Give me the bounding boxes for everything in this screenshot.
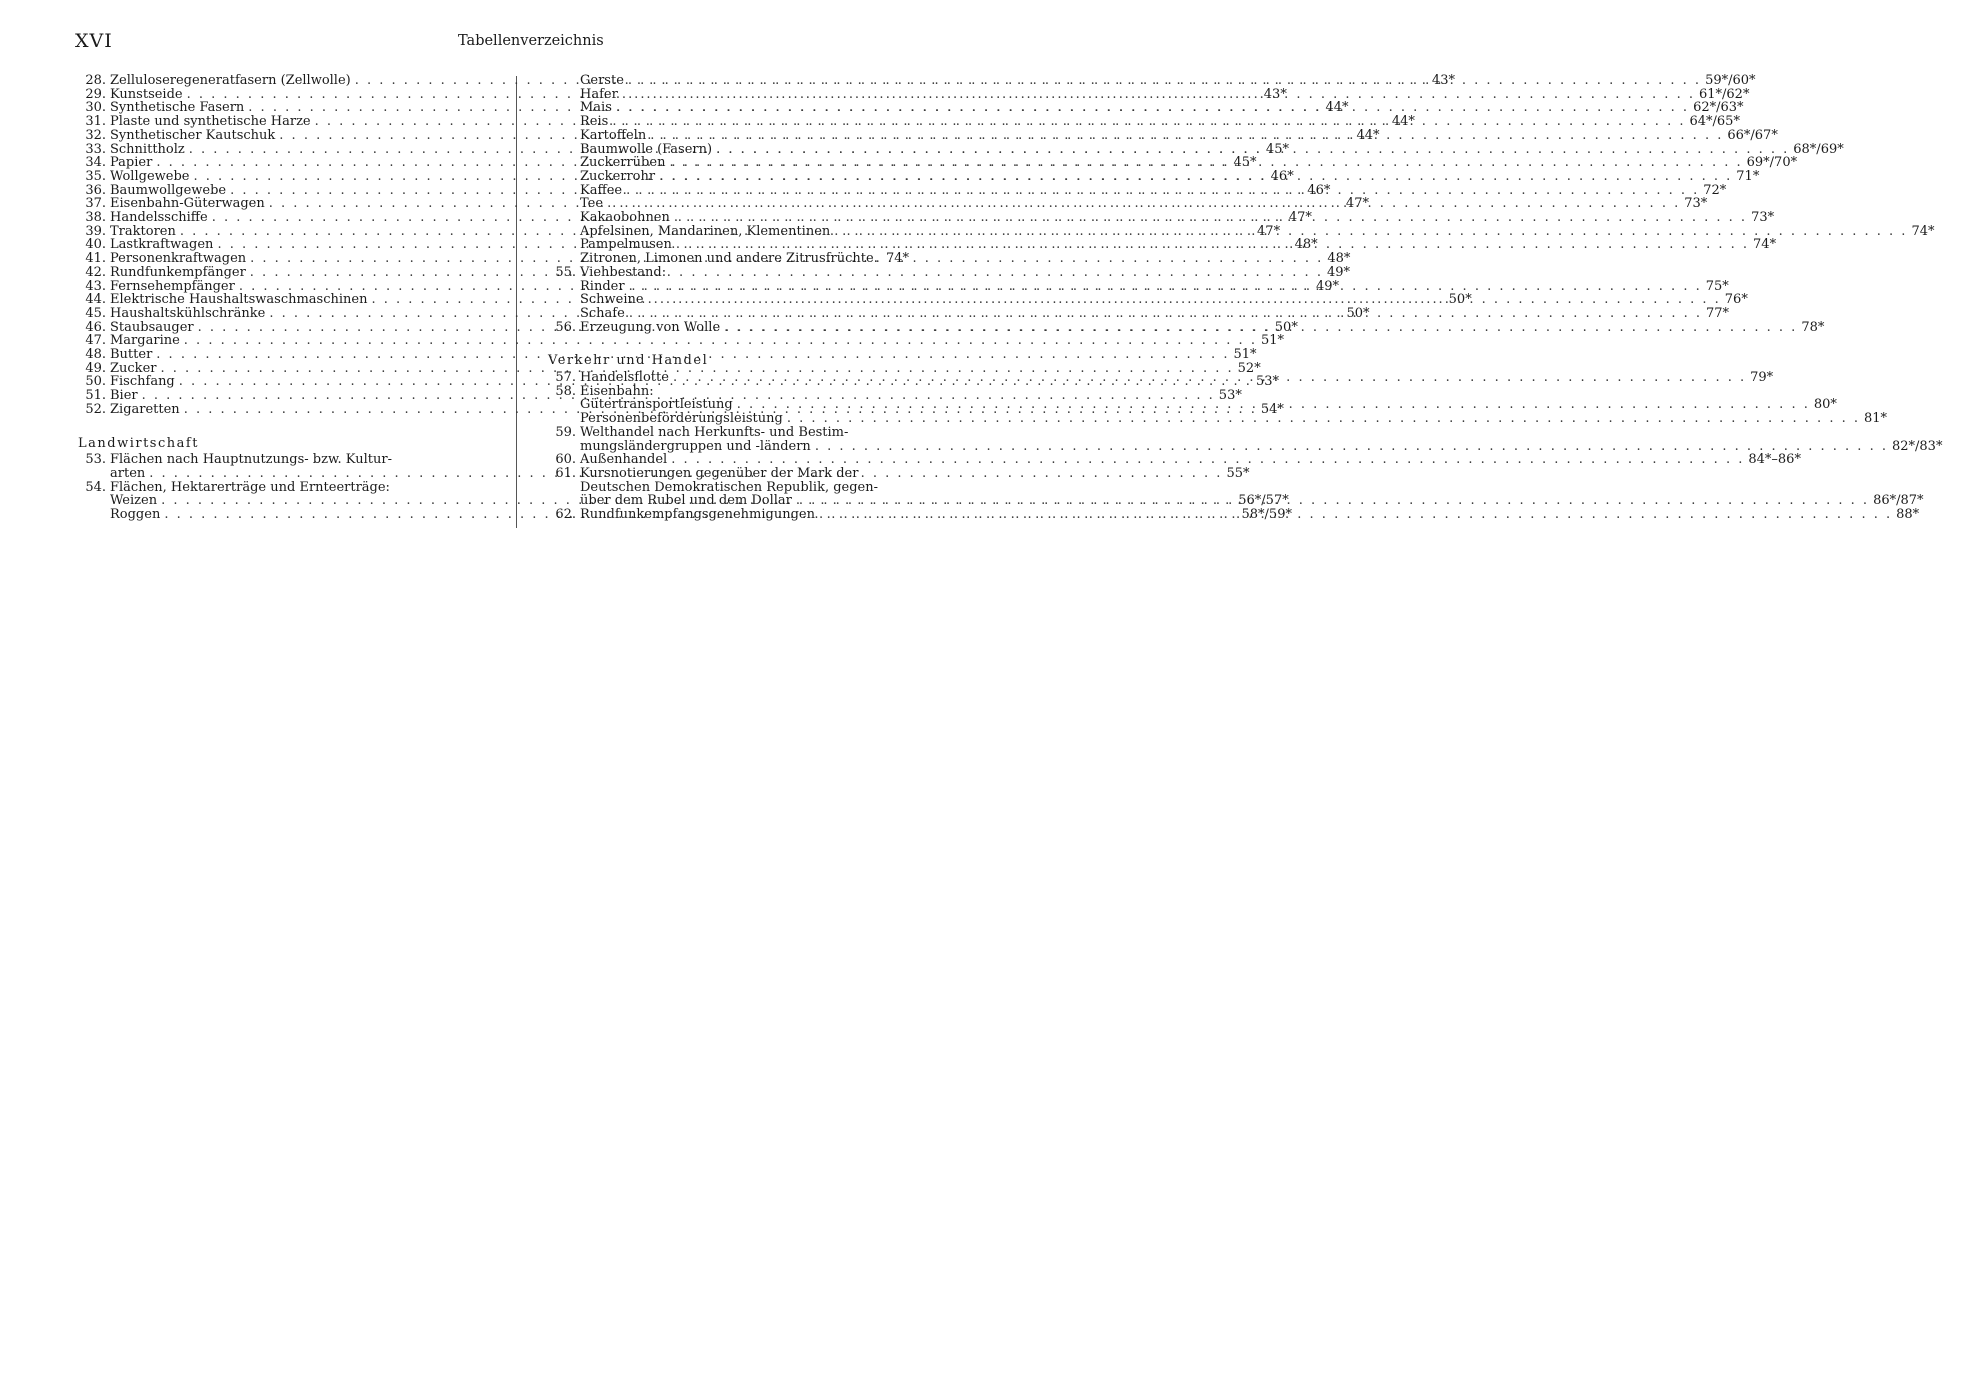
toc-entry-61-continued <box>548 481 958 495</box>
entry-number: 28. <box>85 73 106 88</box>
entry-number: 32. <box>85 127 106 143</box>
entry-page: 50* <box>1448 292 1472 308</box>
dot-leader <box>622 88 1695 102</box>
entry-label: Rundfunkempfänger <box>110 264 246 280</box>
entry-number: 44. <box>85 292 106 308</box>
entry-label: Synthetischer Kautschuk <box>110 127 276 143</box>
entry-label: Synthetische Fasern <box>110 100 245 116</box>
entry-number: 46. <box>85 319 106 335</box>
entry-label: Deutschen Demokratischen Republik, gegen- <box>580 479 879 495</box>
dot-leader <box>787 412 1860 426</box>
entry-page: 75* <box>1705 278 1729 294</box>
entry-label: Wollgewebe <box>110 168 190 184</box>
entry-page: 45* <box>1265 141 1289 157</box>
entry-page: 49* <box>1316 278 1340 294</box>
entry-label: Zelluloseregeneratfasern (Zellwolle) <box>110 73 351 88</box>
entry-page: 48* <box>1327 251 1351 267</box>
entry-page: 73* <box>1684 196 1708 212</box>
entry-label: Pampelmusen <box>580 237 672 253</box>
entry-number: 59. <box>555 424 576 440</box>
entry-number: 39. <box>85 223 106 239</box>
entry-page: 69*/70* <box>1746 155 1798 171</box>
running-title: Tabellenverzeichnis <box>458 33 604 49</box>
entry-label: Zuckerrohr <box>580 168 656 184</box>
entry-page: 53* <box>1255 374 1279 390</box>
entry-label: mungsländergruppen und -ländern <box>580 438 811 454</box>
entry-label: Personenkraftwagen <box>110 251 247 267</box>
entry-page: 74* <box>1753 237 1777 253</box>
entry-page: 81* <box>1864 411 1888 427</box>
dot-leader <box>648 293 1721 307</box>
entry-label: Zucker <box>110 360 157 376</box>
entry-label: Erzeugung von Wolle <box>580 319 721 335</box>
entry-page: 77* <box>1706 305 1730 321</box>
dot-leader <box>819 508 1892 522</box>
entry-number: 38. <box>85 210 106 226</box>
dot-leader <box>628 74 1701 88</box>
toc-subentry-citrus <box>548 252 958 266</box>
entry-number: 52. <box>85 401 106 417</box>
entry-label: Apfelsinen, Mandarinen, Klementinen <box>580 223 831 239</box>
entry-label: Kaffee <box>580 182 623 198</box>
entry-number: 49. <box>85 360 106 376</box>
entry-number: 30. <box>85 100 106 116</box>
entry-label: Zuckerrüben <box>580 155 666 171</box>
entry-page: 78* <box>1801 319 1825 335</box>
entry-number: 41. <box>85 251 106 267</box>
entry-page: 61*/62* <box>1698 86 1750 102</box>
dot-leader <box>607 197 1680 211</box>
entry-page: 58*/59* <box>1241 507 1292 523</box>
entry-number: 29. <box>85 86 106 102</box>
entry-label: Traktoren <box>110 223 176 239</box>
entry-label: Schafe <box>580 305 625 321</box>
entry-number: 45. <box>85 305 106 321</box>
entry-page: 50* <box>1346 305 1370 321</box>
entry-label: Plaste und synthetische Harze <box>110 114 311 130</box>
entry-number: 36. <box>85 182 106 198</box>
entry-number: 47. <box>85 333 106 349</box>
entry-number: 43. <box>85 278 106 294</box>
dot-leader <box>659 170 1732 184</box>
entry-label: Tee <box>580 196 604 212</box>
entry-label: Handelsschiffe <box>110 210 208 226</box>
entry-page: 47* <box>1288 210 1312 226</box>
entry-number: 62. <box>555 507 576 523</box>
entry-page: 84*–86* <box>1748 452 1801 468</box>
entry-page: 54* <box>1260 401 1284 417</box>
entry-label: Kursnotierungen gegenüber der Mark der <box>580 465 859 481</box>
entry-page: 76* <box>1724 292 1748 308</box>
entry-label: Zitronen, Limonen und andere Zitrusfrüchte. <box>580 251 878 267</box>
entry-label: Zigaretten <box>110 401 180 417</box>
entry-number: 57. <box>555 370 576 386</box>
entry-page: 66*/67* <box>1727 127 1778 143</box>
entry-page: 72* <box>1703 182 1727 198</box>
entry-number: 42. <box>85 264 106 280</box>
entry-label: Schweine <box>580 292 644 308</box>
toc-subentry <box>548 411 1888 427</box>
dot-leader <box>676 238 1749 252</box>
entry-number: 33. <box>85 141 106 157</box>
dot-leader <box>716 143 1789 157</box>
dot-leader <box>629 307 1702 321</box>
entry-page: 51* <box>1260 333 1285 349</box>
entry-label: Eisenbahn: <box>580 383 654 399</box>
toc-entry-59-continued <box>548 438 1943 454</box>
entry-number: 54. <box>85 479 106 495</box>
entry-label: Hafer <box>580 86 618 102</box>
entry-label: arten <box>110 465 146 481</box>
entry-number: 58. <box>555 383 576 399</box>
entry-page: 82*/83* <box>1891 438 1943 454</box>
entry-label: Welthandel nach Herkunfts- und Bestim- <box>580 424 849 440</box>
page-number: XVI <box>75 30 113 52</box>
toc-entry-53 <box>78 453 483 467</box>
toc-entry-60 <box>548 452 1801 468</box>
entry-page: 71* <box>1736 168 1760 184</box>
entry-number: 56. <box>555 319 576 335</box>
entry-number: 34. <box>85 155 106 171</box>
entry-page: 44* <box>1391 114 1415 130</box>
dot-leader <box>815 440 1888 454</box>
entry-page: 64*/65* <box>1689 114 1740 130</box>
entry-label: Kartoffeln <box>580 127 647 143</box>
entry-number: 50. <box>85 374 106 390</box>
toc-entry-59 <box>548 426 958 440</box>
entry-number: 61. <box>555 465 576 481</box>
entry-page: 46* <box>1307 182 1331 198</box>
entry-page: 45* <box>1233 155 1257 171</box>
entry-page: 46* <box>1270 168 1294 184</box>
toc-entry-61 <box>548 467 958 481</box>
entry-number: 51. <box>85 388 106 404</box>
entry-label: Eisenbahn-Güterwagen <box>110 196 265 212</box>
entry-label: Papier <box>110 155 153 171</box>
entry-number: 40. <box>85 237 106 253</box>
entry-number: 53. <box>85 452 106 468</box>
dot-leader <box>737 398 1810 412</box>
dot-leader <box>673 371 1746 385</box>
entry-page: 47* <box>1345 196 1369 212</box>
entry-page: 80* <box>1813 397 1837 413</box>
entry-label: Fernsehempfänger <box>110 278 235 294</box>
entry-label: Baumwollgewebe <box>110 182 227 198</box>
entry-label: Bier <box>110 388 138 404</box>
entry-label: Elektrische Haushaltswaschmaschinen <box>110 292 368 308</box>
entry-number: 48. <box>85 347 106 363</box>
entry-label: Viehbestand: <box>580 264 667 280</box>
entry-label: Baumwolle (Fasern) <box>580 141 713 157</box>
entry-page: 79* <box>1750 370 1774 386</box>
entry-page: 74* <box>886 251 910 267</box>
entry-page: 44* <box>1325 100 1349 116</box>
toc-entry-58 <box>548 385 958 399</box>
entry-label: Flächen nach Hauptnutzungs- bzw. Kultur- <box>110 452 392 468</box>
entry-label: Rinder <box>580 278 625 294</box>
entry-label: Staubsauger <box>110 319 194 335</box>
dot-leader <box>796 494 1869 508</box>
entry-page: 43* <box>1263 86 1287 102</box>
entry-page: 50* <box>1274 319 1298 335</box>
dot-leader <box>650 129 1723 143</box>
toc-entry-54 <box>78 481 483 495</box>
dot-leader <box>626 184 1699 198</box>
entry-label: Flächen, Hektarerträge und Ernteerträge: <box>110 479 390 495</box>
entry-page: 53* <box>1218 388 1242 404</box>
entry-label: Fischfang <box>110 374 175 390</box>
entry-label: über dem Rubel und dem Dollar <box>580 493 792 509</box>
entry-page: 51* <box>1233 347 1257 363</box>
entry-page: 56*/57* <box>1238 493 1289 509</box>
entry-label: Butter <box>110 347 153 363</box>
entry-label: Weizen <box>110 493 158 509</box>
entry-number: 35. <box>85 168 106 184</box>
entry-page: 48* <box>1294 237 1318 253</box>
entry-label: Personenbeförderungsleistung <box>580 411 783 427</box>
dot-leader <box>629 280 1702 294</box>
entry-label: Schnittholz <box>110 141 185 157</box>
entry-page: 74* <box>1911 223 1935 239</box>
entry-label: Kakaobohnen <box>580 210 670 226</box>
entry-label: Lastkraftwagen <box>110 237 214 253</box>
entry-number: 37. <box>85 196 106 212</box>
toc-entry-55 <box>548 266 958 280</box>
entry-page: 73* <box>1751 210 1775 226</box>
entry-label: Kunstseide <box>110 86 183 102</box>
entry-page: 47* <box>1257 223 1281 239</box>
dot-leader <box>616 101 1689 115</box>
entry-label: Außenhandel <box>580 452 668 468</box>
entry-number: 55. <box>555 264 576 280</box>
dot-leader <box>674 211 1747 225</box>
entry-number: 60. <box>555 452 576 468</box>
entry-label: Gerste <box>580 73 624 88</box>
dot-leader <box>834 225 1907 239</box>
entry-page: 62*/63* <box>1693 100 1744 116</box>
entry-page: 43* <box>1431 73 1455 88</box>
entry-page: 88* <box>1896 507 1920 523</box>
entry-page: 86*/87* <box>1873 493 1924 509</box>
entry-label: Haushaltskühlschränke <box>110 305 266 321</box>
entry-label: Roggen <box>110 507 161 523</box>
entry-page: 59*/60* <box>1705 73 1756 88</box>
dot-leader <box>724 321 1797 335</box>
entry-number: 31. <box>85 114 106 130</box>
entry-page: 44* <box>1356 127 1380 143</box>
entry-label: Margarine <box>110 333 180 349</box>
entry-page: 52* <box>1237 360 1261 376</box>
entry-page: 55* <box>1226 465 1250 481</box>
entry-page: 68*/69* <box>1793 141 1844 157</box>
dot-leader <box>612 115 1685 129</box>
section-heading-verkehr: Verkehr und Handel <box>548 353 709 369</box>
entry-label: Rundfunkempfangsgenehmigungen <box>580 507 815 523</box>
entry-label: Gütertransportleistung <box>580 397 733 413</box>
dot-leader <box>669 156 1742 170</box>
toc-entry <box>78 333 1285 349</box>
section-heading-landwirtschaft: Landwirtschaft <box>78 435 199 451</box>
dot-leader <box>671 453 1744 467</box>
entry-label: Mais <box>580 100 612 116</box>
entry-label: Handelsflotte <box>580 370 669 386</box>
entry-label: Reis <box>580 114 609 130</box>
entry-page: 49* <box>1326 264 1351 280</box>
